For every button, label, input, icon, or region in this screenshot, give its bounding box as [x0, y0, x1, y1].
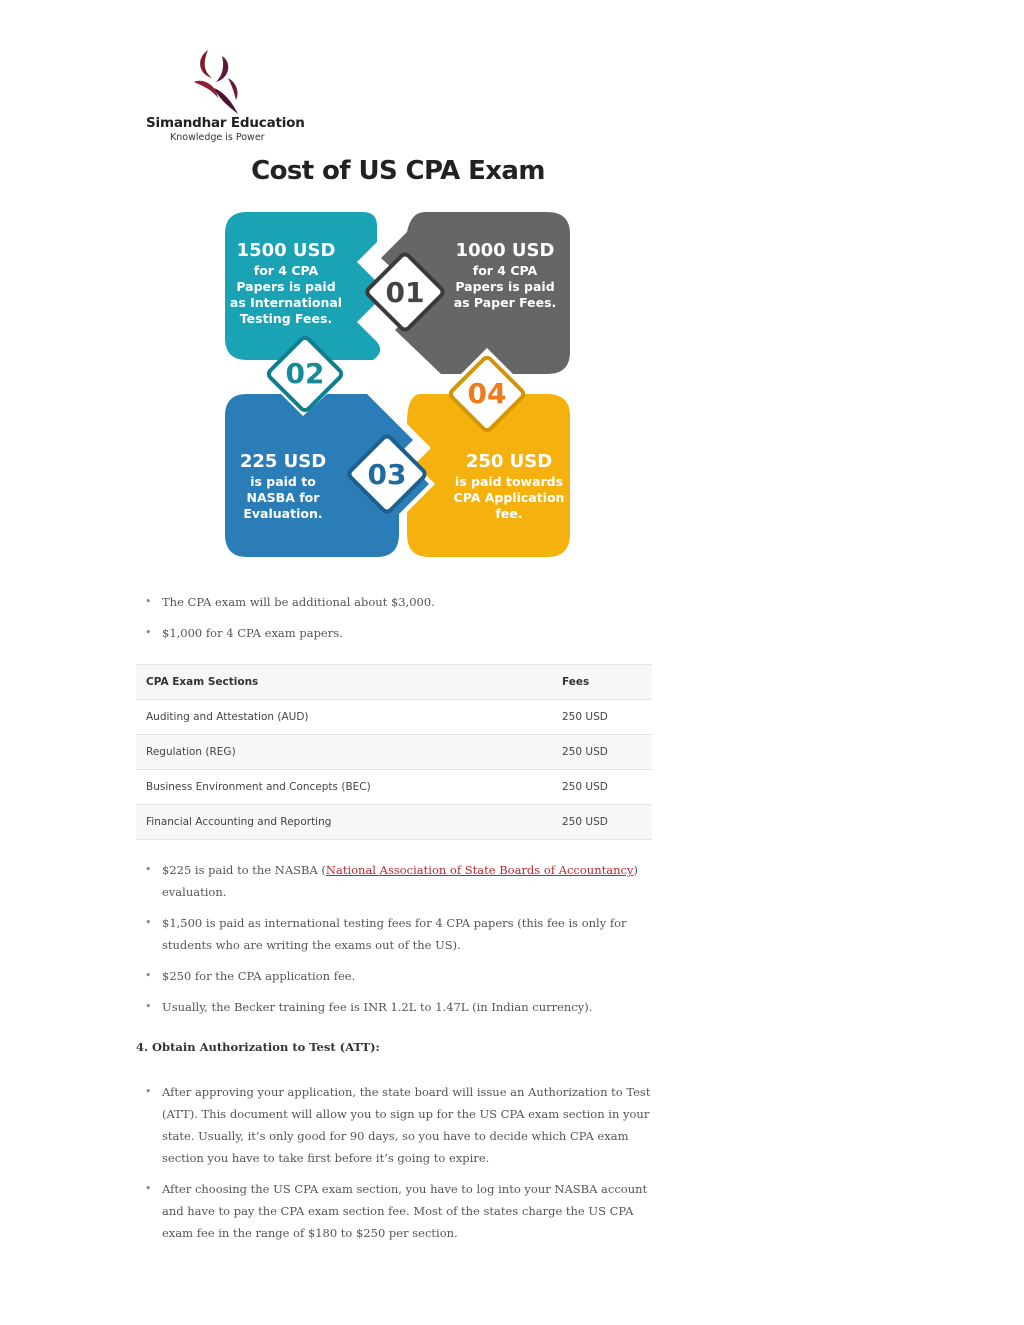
card-02-description: for 4 CPA Papers is paid as International Testing Fees.	[229, 263, 343, 326]
table-header: CPA Exam Sections	[136, 665, 552, 700]
list-item: • After choosing the US CPA exam section, you have to log into your NASBA account and have to pay the CPA exam section fee. Most of the states charge the US CPA exam fee in the range of $180 to $250 per section.	[140, 1178, 660, 1244]
logo-emblem-icon	[188, 48, 244, 118]
table-cell: 250 USD	[552, 805, 652, 840]
table-row	[136, 805, 652, 840]
brand-tagline: Knowledge is Power	[170, 132, 265, 143]
infographic-title: Cost of US CPA Exam	[251, 156, 545, 186]
card-01-description: for 4 CPA Papers is paid as Paper Fees.	[453, 263, 557, 310]
list-item	[140, 859, 660, 903]
list-item: • $250 for the CPA application fee.	[140, 965, 660, 987]
card-03-number: 03	[367, 458, 407, 491]
table-cell: 250 USD	[552, 735, 652, 770]
card-04-description: is paid towards CPA Application fee.	[453, 474, 565, 521]
table-cell: Auditing and Attestation (AUD)	[136, 700, 552, 735]
bullet-list-top	[140, 591, 660, 644]
list-item: • The CPA exam will be additional about $3,000.	[140, 591, 660, 613]
card-02-amount: 1500 USD	[236, 240, 336, 261]
card-03-description: is paid to NASBA for Evaluation.	[243, 474, 323, 521]
table-cell: 250 USD	[552, 700, 652, 735]
list-item: • $1,500 is paid as international testing fees for 4 CPA papers (this fee is only for students who are writing the exams out of the US).	[140, 912, 660, 956]
table-header: Fees	[552, 665, 652, 700]
card-01-amount: 1000 USD	[455, 240, 555, 261]
card-04-text	[449, 451, 569, 522]
card-04-amount: 250 USD	[465, 451, 553, 472]
table-row	[136, 770, 652, 805]
card-04-number: 04	[467, 377, 507, 410]
card-01-text	[449, 240, 561, 311]
list-item: • After approving your application, the state board will issue an Authorization to Test (ATT). This document will allow you to sign up for the US CPA exam section in your state. Usually, it’s only good for 90 days, so you have to decide which CPA exam section you have to take first before it’s going to expire.	[140, 1081, 660, 1169]
card-03-amount: 225 USD	[239, 451, 327, 472]
card-03-text	[229, 451, 337, 522]
nasba-text-before: $225 is paid to the NASBA (	[162, 863, 326, 877]
table-cell: 250 USD	[552, 770, 652, 805]
table-cell: Financial Accounting and Reporting	[136, 805, 552, 840]
bullet-list-bottom	[140, 1081, 660, 1244]
card-02-number: 02	[285, 357, 325, 390]
table-cell: Business Environment and Concepts (BEC)	[136, 770, 552, 805]
table-cell: Regulation (REG)	[136, 735, 552, 770]
card-02-text	[227, 240, 345, 327]
nasba-text-after: ) evaluation.	[162, 863, 638, 899]
cost-infographic	[225, 212, 570, 557]
card-01-number: 01	[385, 276, 425, 309]
list-item: • $1,000 for 4 CPA exam papers.	[140, 622, 660, 644]
bullet-list-middle	[140, 859, 660, 1018]
list-item: • Usually, the Becker training fee is INR 1.2L to 1.47L (in Indian currency).	[140, 996, 660, 1018]
table-row	[136, 735, 652, 770]
nasba-link[interactable]: National Association of State Boards of Accountancy	[325, 863, 634, 877]
table-row	[136, 700, 652, 735]
fees-table	[136, 664, 652, 840]
section-heading: 4. Obtain Authorization to Test (ATT):	[136, 1040, 380, 1054]
brand-name: Simandhar Education	[146, 115, 305, 131]
table-header-row	[136, 665, 652, 700]
